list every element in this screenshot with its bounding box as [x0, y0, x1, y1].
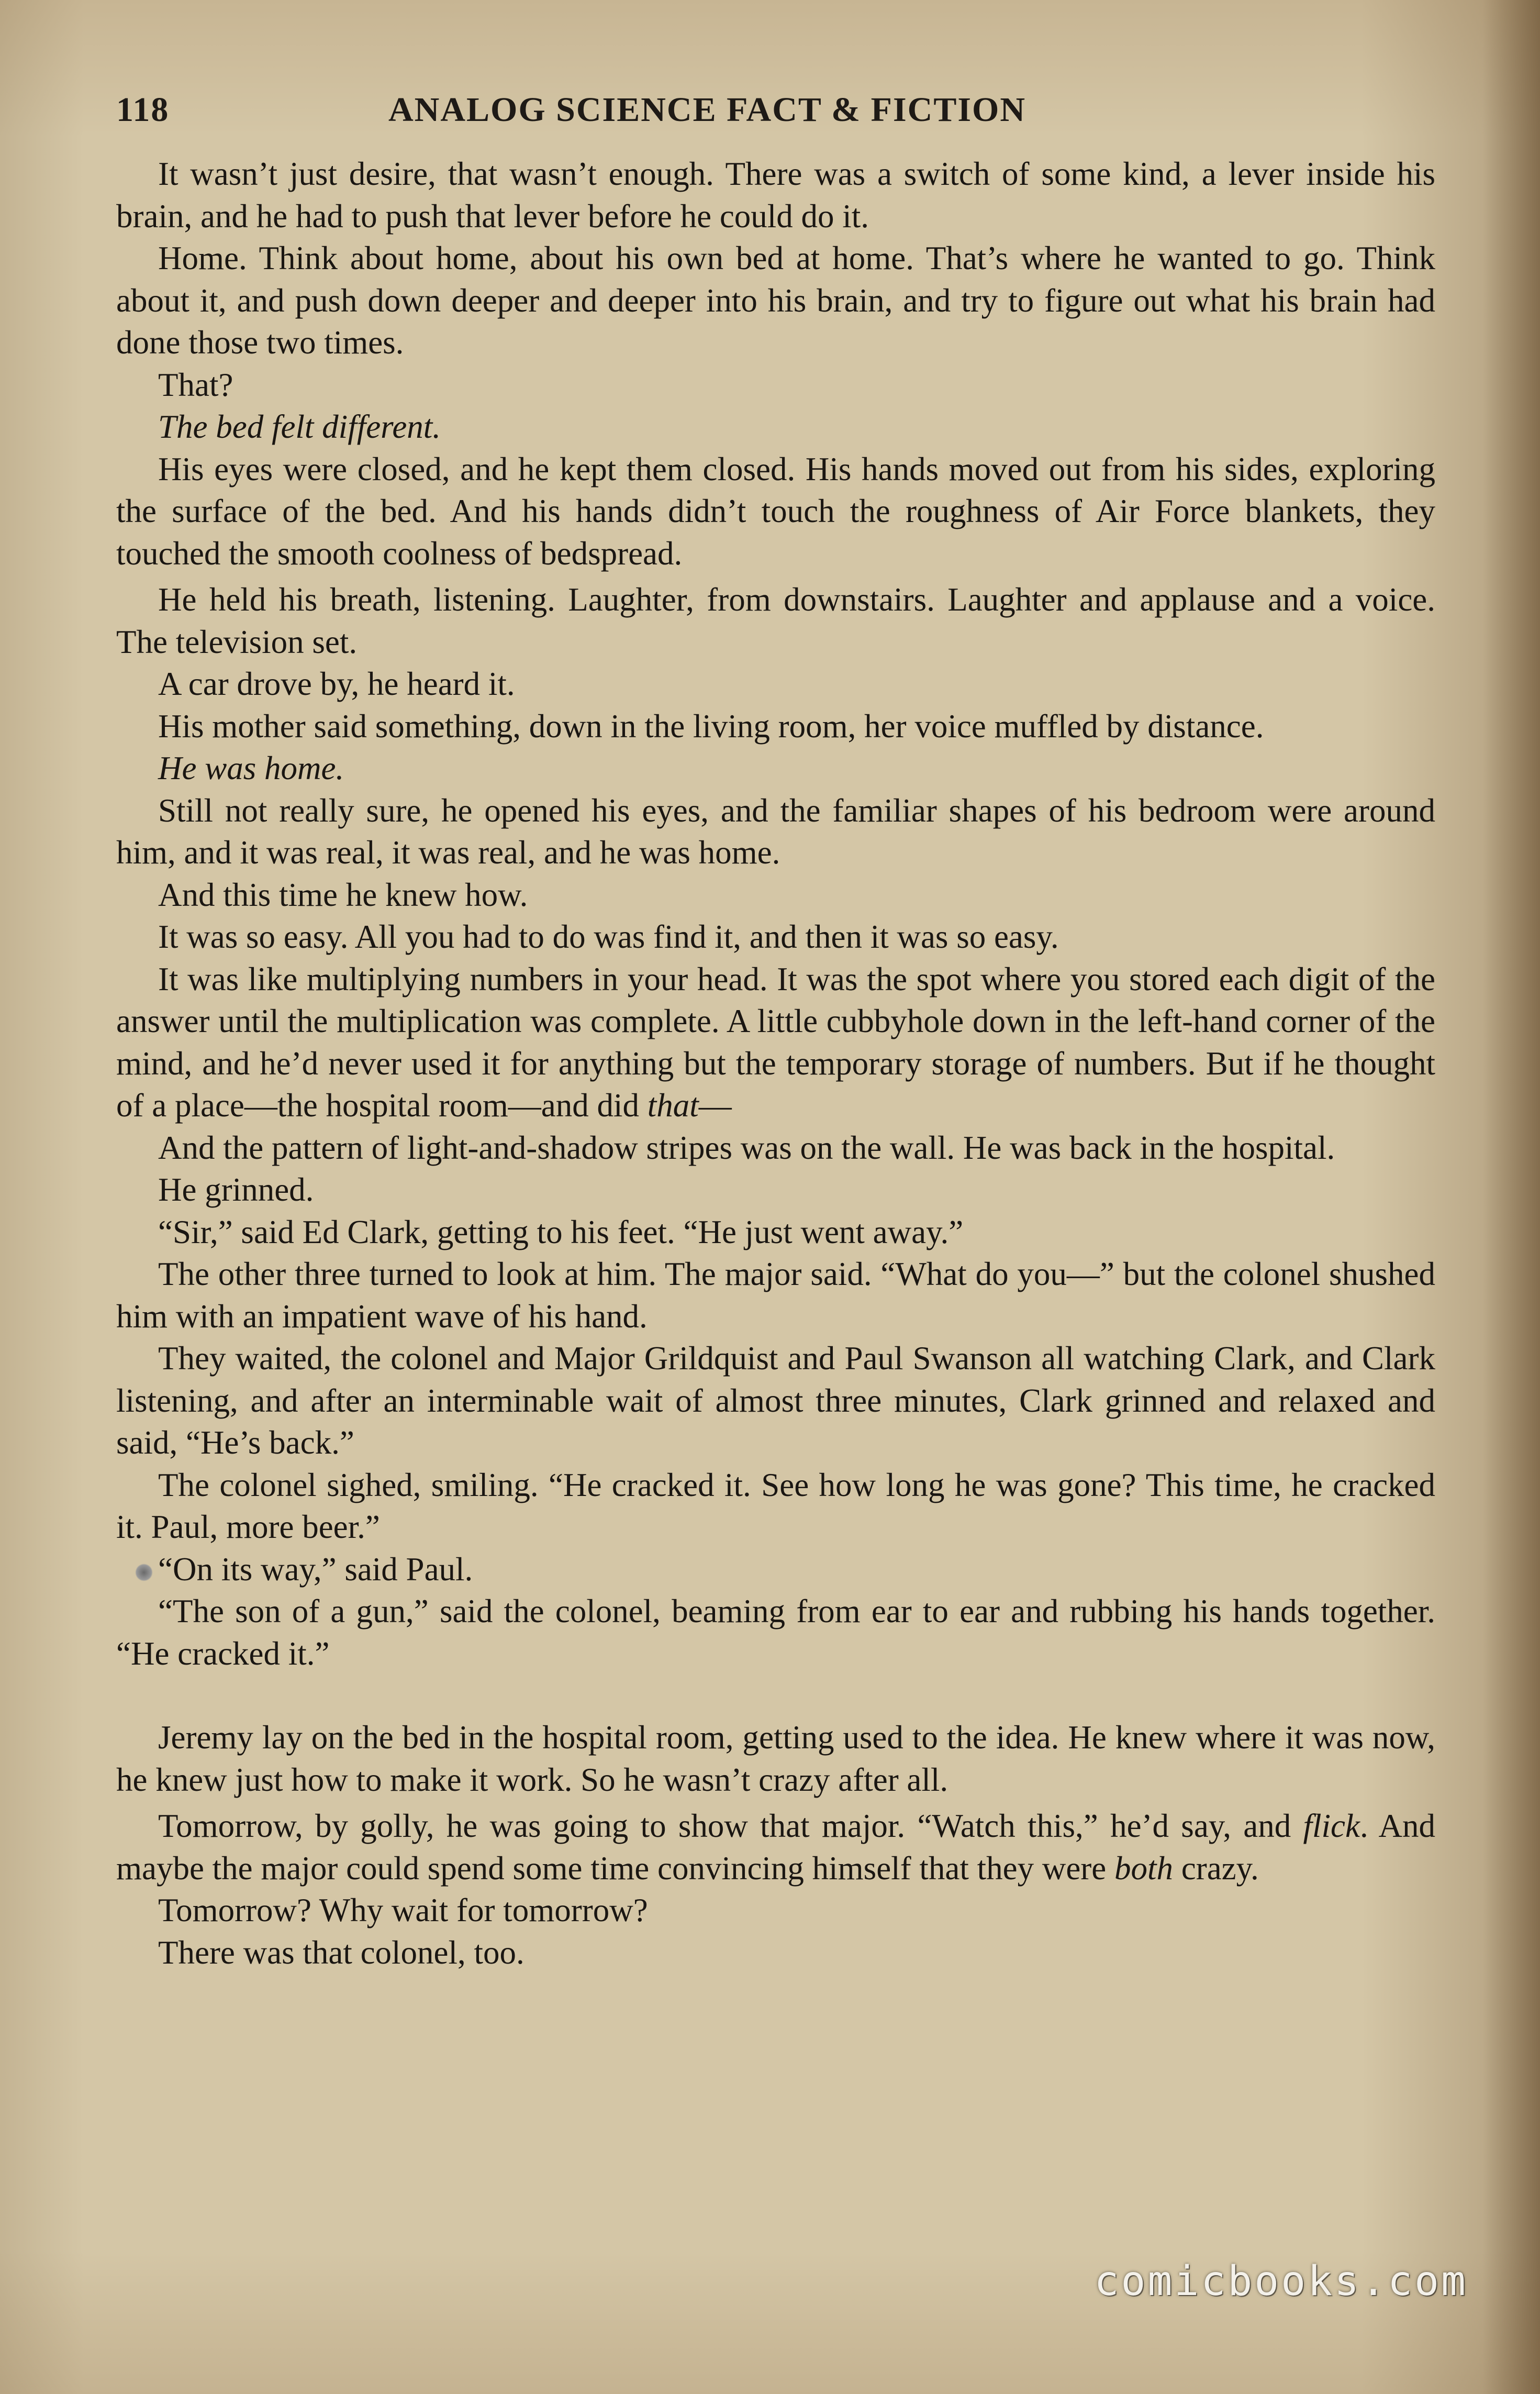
page-number: 118	[116, 91, 170, 129]
paragraph: Tomorrow, by golly, he was going to show that major. “Watch this,” he’d say, and flick. And maybe the major could spend some time convincing himself that they were both crazy.	[116, 1808, 1435, 1887]
watermark: comicbooks.com	[1094, 2258, 1468, 2305]
paragraph: There was that colonel, too.	[158, 1934, 525, 1971]
paragraph: The colonel sighed, smiling. “He cracked it. See how long he was gone? This time, he cracked it. Paul, more beer.”	[116, 1466, 1435, 1545]
paragraph: He grinned.	[158, 1171, 314, 1208]
paragraph: Jeremy lay on the bed in the hospital room, getting used to the idea. He knew where it was now, he knew just how to make it work. So he wasn’t crazy after all.	[116, 1719, 1435, 1798]
paragraph: “Sir,” said Ed Clark, getting to his feet. “He just went away.”	[158, 1213, 964, 1250]
paragraph: Home. Think about home, about his own bed at home. That’s where he wanted to go. Think about it, and push down deeper and deeper into his brain, and try to figure out what his brain had done those two times.	[116, 240, 1435, 361]
printing-smudge-icon	[135, 1564, 153, 1581]
paragraph: “On its way,” said Paul.	[116, 1548, 1435, 1591]
paragraph: It was like multiplying numbers in your head. It was the spot where you stored each digit of the answer until the multiplication was complete. A little cubbyhole down in the left-hand corner of the mind, and he’d never used it for anything but the temporary storage of numbers. But if he thought of a place—the hospital room—and did that—	[116, 960, 1435, 1124]
paragraph-italic: He was home.	[158, 750, 344, 786]
paragraph-italic: The bed felt different.	[158, 408, 441, 445]
paragraph: His mother said something, down in the living room, her voice muffled by distance.	[158, 707, 1264, 745]
paragraph: Tomorrow? Why wait for tomorrow?	[158, 1892, 648, 1928]
paragraph: He held his breath, listening. Laughter, from downstairs. Laughter and applause and a voice. The television set.	[116, 581, 1435, 660]
paragraph: His eyes were closed, and he kept them closed. His hands moved out from his sides, exploring the surface of the bed. And his hands didn’t touch the roughness of Air Force blankets, they touched the smooth coolness of bedspread.	[116, 450, 1435, 572]
page-spine-shadow	[1482, 0, 1540, 2394]
paragraph: And this time he knew how.	[158, 876, 528, 913]
emphasis: flick	[1303, 1808, 1360, 1844]
paragraph: A car drove by, he heard it.	[158, 666, 515, 702]
story-text	[116, 153, 1435, 1974]
paragraph: It was so easy. All you had to do was find it, and then it was so easy.	[158, 918, 1059, 955]
page-header	[116, 90, 1456, 137]
paragraph: Still not really sure, he opened his eyes, and the familiar shapes of his bedroom were around him, and it was real, it was real, and he was home.	[116, 792, 1435, 871]
emphasis: that	[647, 1087, 699, 1124]
running-head: ANALOG SCIENCE FACT & FICTION	[388, 91, 1026, 129]
paragraph: “The son of a gun,” said the colonel, beaming from ear to ear and rubbing his hands together. “He cracked it.”	[116, 1593, 1435, 1672]
paragraph: The other three turned to look at him. The major said. “What do you—” but the colonel shushed him with an impatient wave of his hand.	[116, 1256, 1435, 1335]
paragraph: That?	[158, 366, 233, 403]
paragraph: They waited, the colonel and Major Grildquist and Paul Swanson all watching Clark, and Clark listening, and after an interminable wait of almost three minutes, Clark grinned and relaxed and said, “He’s back.”	[116, 1340, 1435, 1461]
emphasis: both	[1114, 1849, 1173, 1887]
paragraph: It wasn’t just desire, that wasn’t enough. There was a switch of some kind, a lever inside his brain, and he had to push that lever before he could do it.	[116, 156, 1435, 235]
paragraph: And the pattern of light-and-shadow stripes was on the wall. He was back in the hospital.	[158, 1129, 1335, 1166]
